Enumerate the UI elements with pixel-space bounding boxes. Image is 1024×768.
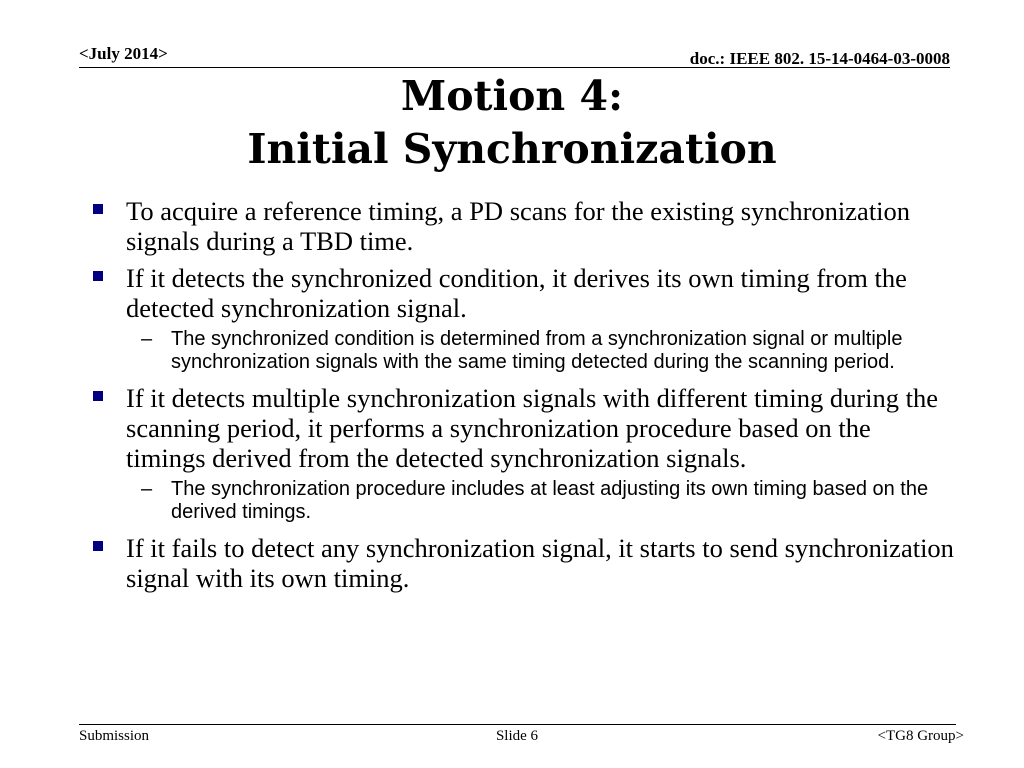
bullet-text: If it detects multiple synchronization signals with different timing during the scanning period, it performs a synchronization procedure based on the timings derived from the detected synchronization signals. [126,383,939,473]
header-date: <July 2014> [79,44,168,63]
slide-body [0,196,1024,600]
bullet-item [0,263,1024,323]
header-divider [79,67,950,68]
slide-number: Slide 6 [495,728,539,744]
sub-bullet-text: The synchronized condition is determined from a synchronization signal or multiple synchronization signals with the same timing detected during the scanning period. [171,328,903,373]
bullet-text: If it fails to detect any synchronization signal, it starts to send synchronization signal with its own timing. [126,533,954,593]
dash-bullet-icon: – [141,328,153,350]
dash-bullet-icon: – [141,478,153,500]
footer-submission: Submission [79,728,150,744]
bullet-text: To acquire a reference timing, a PD scans for the existing synchronization signals during a TBD time. [126,196,911,256]
header-doc-id: doc.: IEEE 802. 15-14-0464-03-0008 [689,49,950,68]
sub-bullet-text: The synchronization procedure includes at least adjusting its own timing based on the derived timings. [171,478,929,523]
bullet-item [0,383,1024,473]
square-bullet-icon [93,541,103,551]
square-bullet-icon [93,391,103,401]
footer-divider [79,724,956,725]
bullet-item [0,533,1024,593]
square-bullet-icon [93,204,103,214]
bullet-text: If it detects the synchronized condition, it derives its own timing from the detected synchronization signal. [126,263,907,323]
sub-bullet-item [0,478,1024,524]
slide-title [0,70,1024,176]
slide-title-line-1: Motion 4: [400,72,624,120]
sub-bullet-item [0,328,1024,374]
bullet-item [0,196,1024,256]
footer-group: <TG8 Group> [877,728,964,744]
slide-title-line-2: Initial Synchronization [247,125,777,173]
square-bullet-icon [93,271,103,281]
